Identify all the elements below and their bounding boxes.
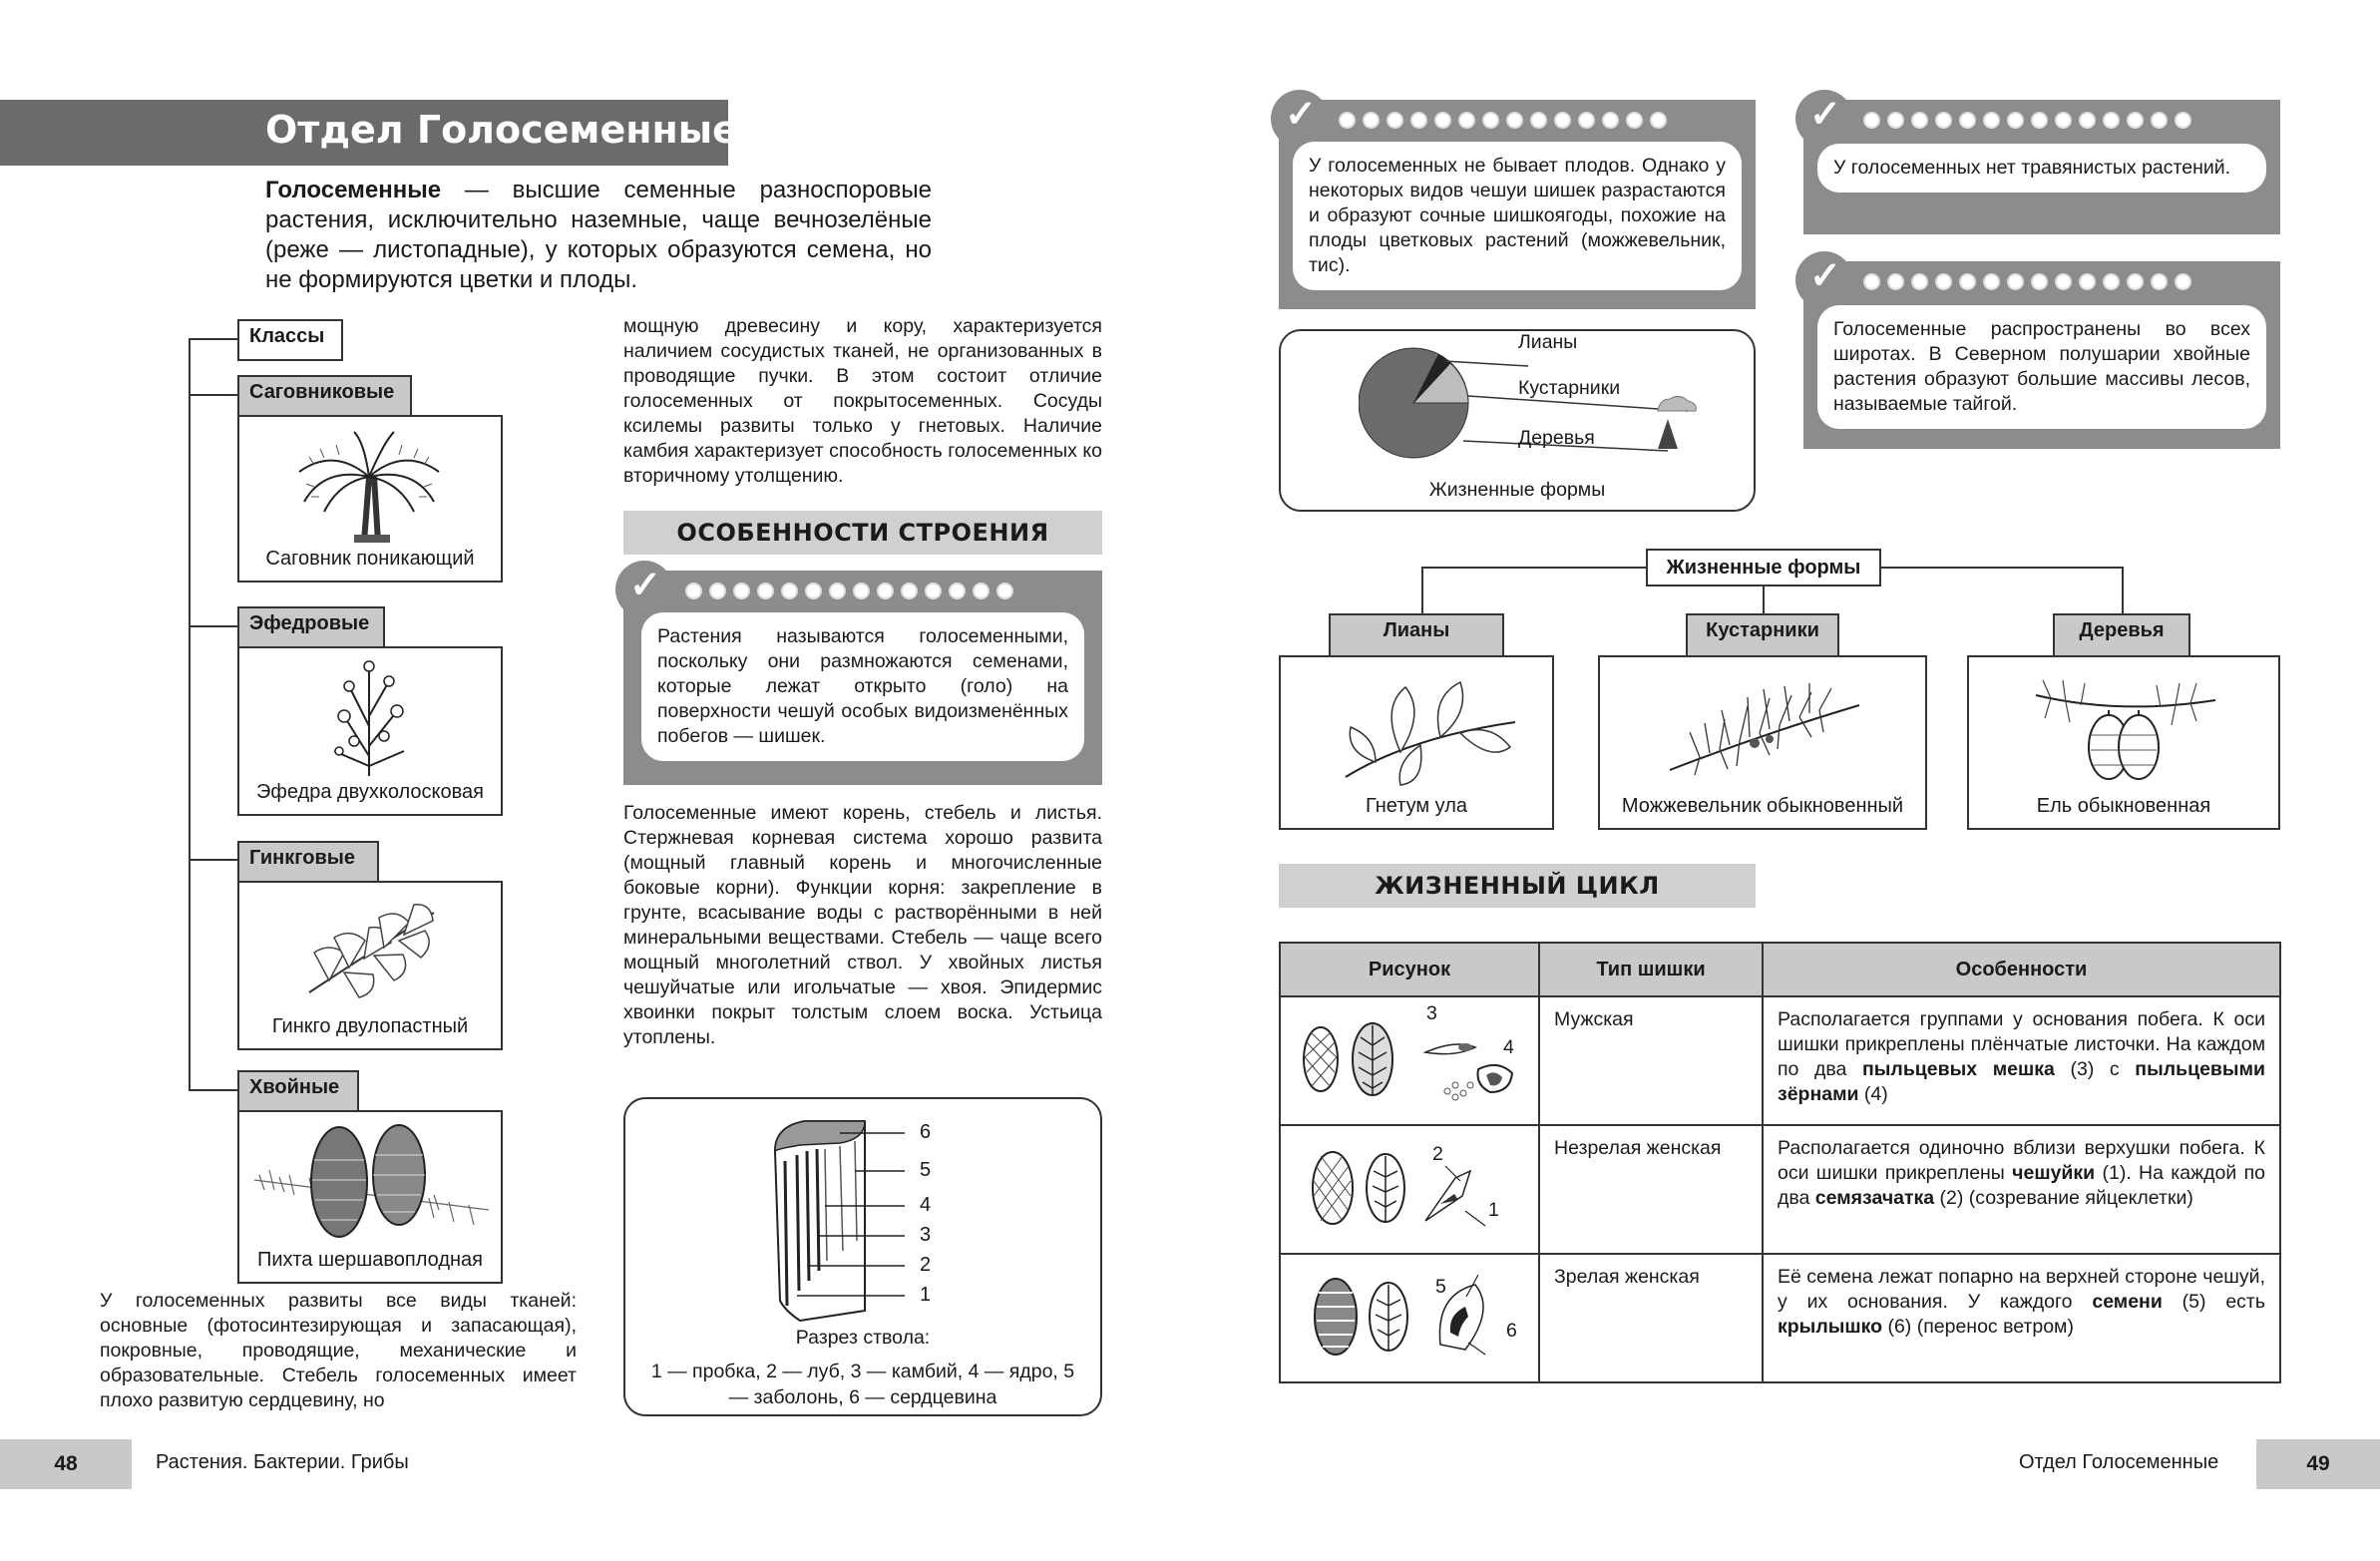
stem-label-5: 5 [920,1159,932,1181]
pie-label-trees: Деревья [1518,427,1595,449]
figure-label-5: 5 [1435,1276,1446,1298]
table-header: Рисунок [1280,943,1539,996]
class-caption-cycad: Саговник поникающий [265,548,475,570]
running-title-right: Отдел Голосеменные [2019,1451,2219,1473]
section-structure: ОСОБЕННОСТИ СТРОЕНИЯ [623,511,1102,555]
tree-line [1880,567,2124,569]
pie-title: Жизненные формы [1428,479,1606,501]
ginkgo-icon [299,893,439,1007]
table-row [1280,1125,2280,1254]
class-card-cycad [237,415,503,583]
running-title-left: Растения. Бактерии. Грибы [156,1451,409,1473]
page-number-left: 48 [0,1439,132,1489]
stem-cross-section-icon [765,1111,905,1326]
decor-dots [1339,112,1667,129]
cell-cone-type: Зрелая женская [1539,1254,1763,1382]
tree-line [2122,567,2124,614]
lifeform-caption-shrubs: Можжевельник обыкновенный [1621,795,1904,817]
stem-diagram-box [623,1097,1102,1416]
cell-cone-type: Мужская [1539,996,1763,1125]
callout-taiga-text: Голосеменные распространены во всех широтах. В Северном полушарии хвойные растения образуют большие массивы лесов, называемые тайгой. [1817,305,2266,429]
lifeform-card-shrubs [1598,655,1927,830]
table-header: Тип шишки [1539,943,1763,996]
stem-caption-title: Разрез ствола: [795,1327,931,1349]
spruce-icon [2031,665,2220,785]
section-life-cycle: ЖИЗНЕННЫЙ ЦИКЛ [1279,864,1756,908]
page-number-right: 49 [2256,1439,2380,1489]
gnetum-icon [1341,667,1520,787]
decor-dots [1863,112,2191,129]
cell-features: Располагается группами у основания побега. К оси шишки прикреплены плёнчатые листочки. На каждом по два пыльцевых мешка (3) с пыльцевыми зёрнами (4) [1763,996,2280,1125]
organs-paragraph: Голосеменные имеют корень, стебель и листья. Стержневая корневая система хорошо развита (мощный главный корень и многочисленные боковые корни). Функции корня: закрепление в грунте, всасывание воды с растворёнными в ней минеральными веществами. Стебель — чаще всего мощный многолетний ствол. У хвойных листья чешуйчатые или игольчатые — хвоя. Эпидермис хвоинки покрыт толстым слоем воска. Устьица утоплены. [623,802,1102,1048]
check-icon: ✓ [1795,251,1853,309]
check-icon: ✓ [1795,90,1853,148]
tree-line [1421,567,1647,569]
figure-label-4: 4 [1503,1036,1514,1058]
callout-structure-text: Растения называются голосеменными, поскольку они размножаются семенами, которые лежат открыто (голо) на поверхности чешуй особых видоизменённых побегов — шишек. [641,612,1084,761]
stem-label-6: 6 [920,1121,932,1143]
stem-label-1: 1 [920,1284,932,1306]
class-head-ginkgo: Гинкговые [237,841,379,883]
callout-taiga [1803,255,2280,449]
check-icon: ✓ [1271,90,1329,148]
table-row [1280,1254,2280,1382]
figure-label-3: 3 [1426,1002,1437,1024]
figure-label-6: 6 [1506,1320,1517,1342]
vessels-paragraph: мощную древесину и кору, характеризуется наличием сосудистых тканей, не организованных в проводящие пучки. В этом состоит отличие голосеменных от покрытосеменных. Сосуды ксилемы развиты только у гнетовых. Наличие камбия характеризует способность голосеменных ко вторичному утолщению. [623,315,1102,487]
page-title: Отдел Голосеменные [265,108,738,152]
figure-label-2: 2 [1432,1143,1443,1165]
decor-dots [685,583,1013,599]
callout-fruits-text: У голосеменных не бывает плодов. Однако у некоторых видов чешуи шишек разрастаются и образуют сочные шишкоягоды, похожие на плоды цветковых растений (можжевельник, тис). [1293,142,1742,290]
mature-female-cone-icon [1281,1255,1536,1374]
lifeform-card-lianas [1279,655,1554,830]
callout-herbs [1803,94,2280,234]
class-caption-ginkgo: Гинкго двулопастный [271,1015,469,1037]
lifeforms-pie-box [1279,329,1756,512]
class-head-conifers: Хвойные [237,1070,359,1112]
tree-branch [189,859,238,861]
class-head-cycad: Саговниковые [237,375,412,417]
tree-line [1763,585,1765,614]
cell-figure [1280,1254,1539,1382]
lifeforms-root: Жизненные формы [1646,549,1881,586]
lifeform-card-trees [1967,655,2280,830]
tissues-paragraph: У голосеменных развиты все виды тканей: основные (фотосинтезирующая и запасающая), покровные, проводящие, механические и образовательные. Стебель голосеменных имеет плохо развитую сердцевину, но [100,1290,577,1411]
stem-label-3: 3 [920,1224,932,1246]
lifeform-caption-trees: Ель обыкновенная [2036,795,2211,817]
cycad-icon [294,427,444,547]
check-icon: ✓ [615,561,673,618]
cell-features: Располагается одиночно вблизи верхушки побега. К оси шишки прикреплены чешуйки (1). На каждой по два семязачатка (2) (созревание яйцеклетки) [1763,1125,2280,1254]
class-caption-conifers: Пихта шершавоплодная [257,1249,483,1271]
tree-trunk [189,338,191,1091]
tree-branch [189,625,238,627]
cell-figure [1280,996,1539,1125]
immature-female-cone-icon [1281,1126,1536,1246]
callout-fruits [1279,94,1756,309]
table-header: Особенности [1763,943,2280,996]
class-card-ephedra [237,646,503,816]
intro-term: Голосеменные [265,177,442,203]
tree-line [1421,567,1423,614]
lifeform-head-lianas: Лианы [1329,613,1504,657]
class-head-ephedra: Эфедровые [237,606,385,648]
callout-structure [623,565,1102,785]
table-header-row [1280,943,2280,996]
intro-paragraph [265,176,932,295]
cell-features: Её семена лежат попарно на верхней стороне чешуй, у их основания. У каждого семени (5) есть крылышко (6) (перенос ветром) [1763,1254,2280,1382]
male-cone-icon [1281,997,1536,1117]
callout-herbs-text: У голосеменных нет травянистых растений. [1817,144,2266,193]
table-row [1280,996,2280,1125]
lifeform-head-shrubs: Кустарники [1686,613,1839,657]
stem-caption: 1 — пробка, 2 — луб, 3 — камбий, 4 — ядро, 5 — заболонь, 6 — сердцевина [650,1361,1075,1408]
fir-cone-icon [249,1120,495,1245]
cell-figure [1280,1125,1539,1254]
tree-branch [189,1089,238,1091]
tree-line [189,338,238,340]
pie-label-lianas: Лианы [1518,331,1578,353]
lifeform-caption-lianas: Гнетум ула [1365,795,1468,817]
tree-branch [189,394,238,396]
classes-label: Классы [237,319,343,361]
class-card-conifers [237,1110,503,1284]
figure-label-1: 1 [1488,1199,1499,1221]
intro-rest: — высшие семенные разноспоровые растения, исключительно наземные, чаще вечнозелёные (реже — листопадные), у которых образуются семена, но не формируются цветки и плоды. [265,177,932,293]
ephedra-icon [319,656,419,781]
cell-cone-type: Незрелая женская [1539,1125,1763,1254]
stem-label-2: 2 [920,1254,932,1276]
life-cycle-table [1279,942,2281,1383]
lifeform-head-trees: Деревья [2053,613,2190,657]
class-card-ginkgo [237,881,503,1050]
class-caption-ephedra: Эфедра двухколосковая [256,781,484,803]
stem-label-4: 4 [920,1194,932,1216]
pie-label-shrubs: Кустарники [1518,377,1621,399]
decor-dots [1863,273,2191,290]
juniper-icon [1660,665,1869,780]
